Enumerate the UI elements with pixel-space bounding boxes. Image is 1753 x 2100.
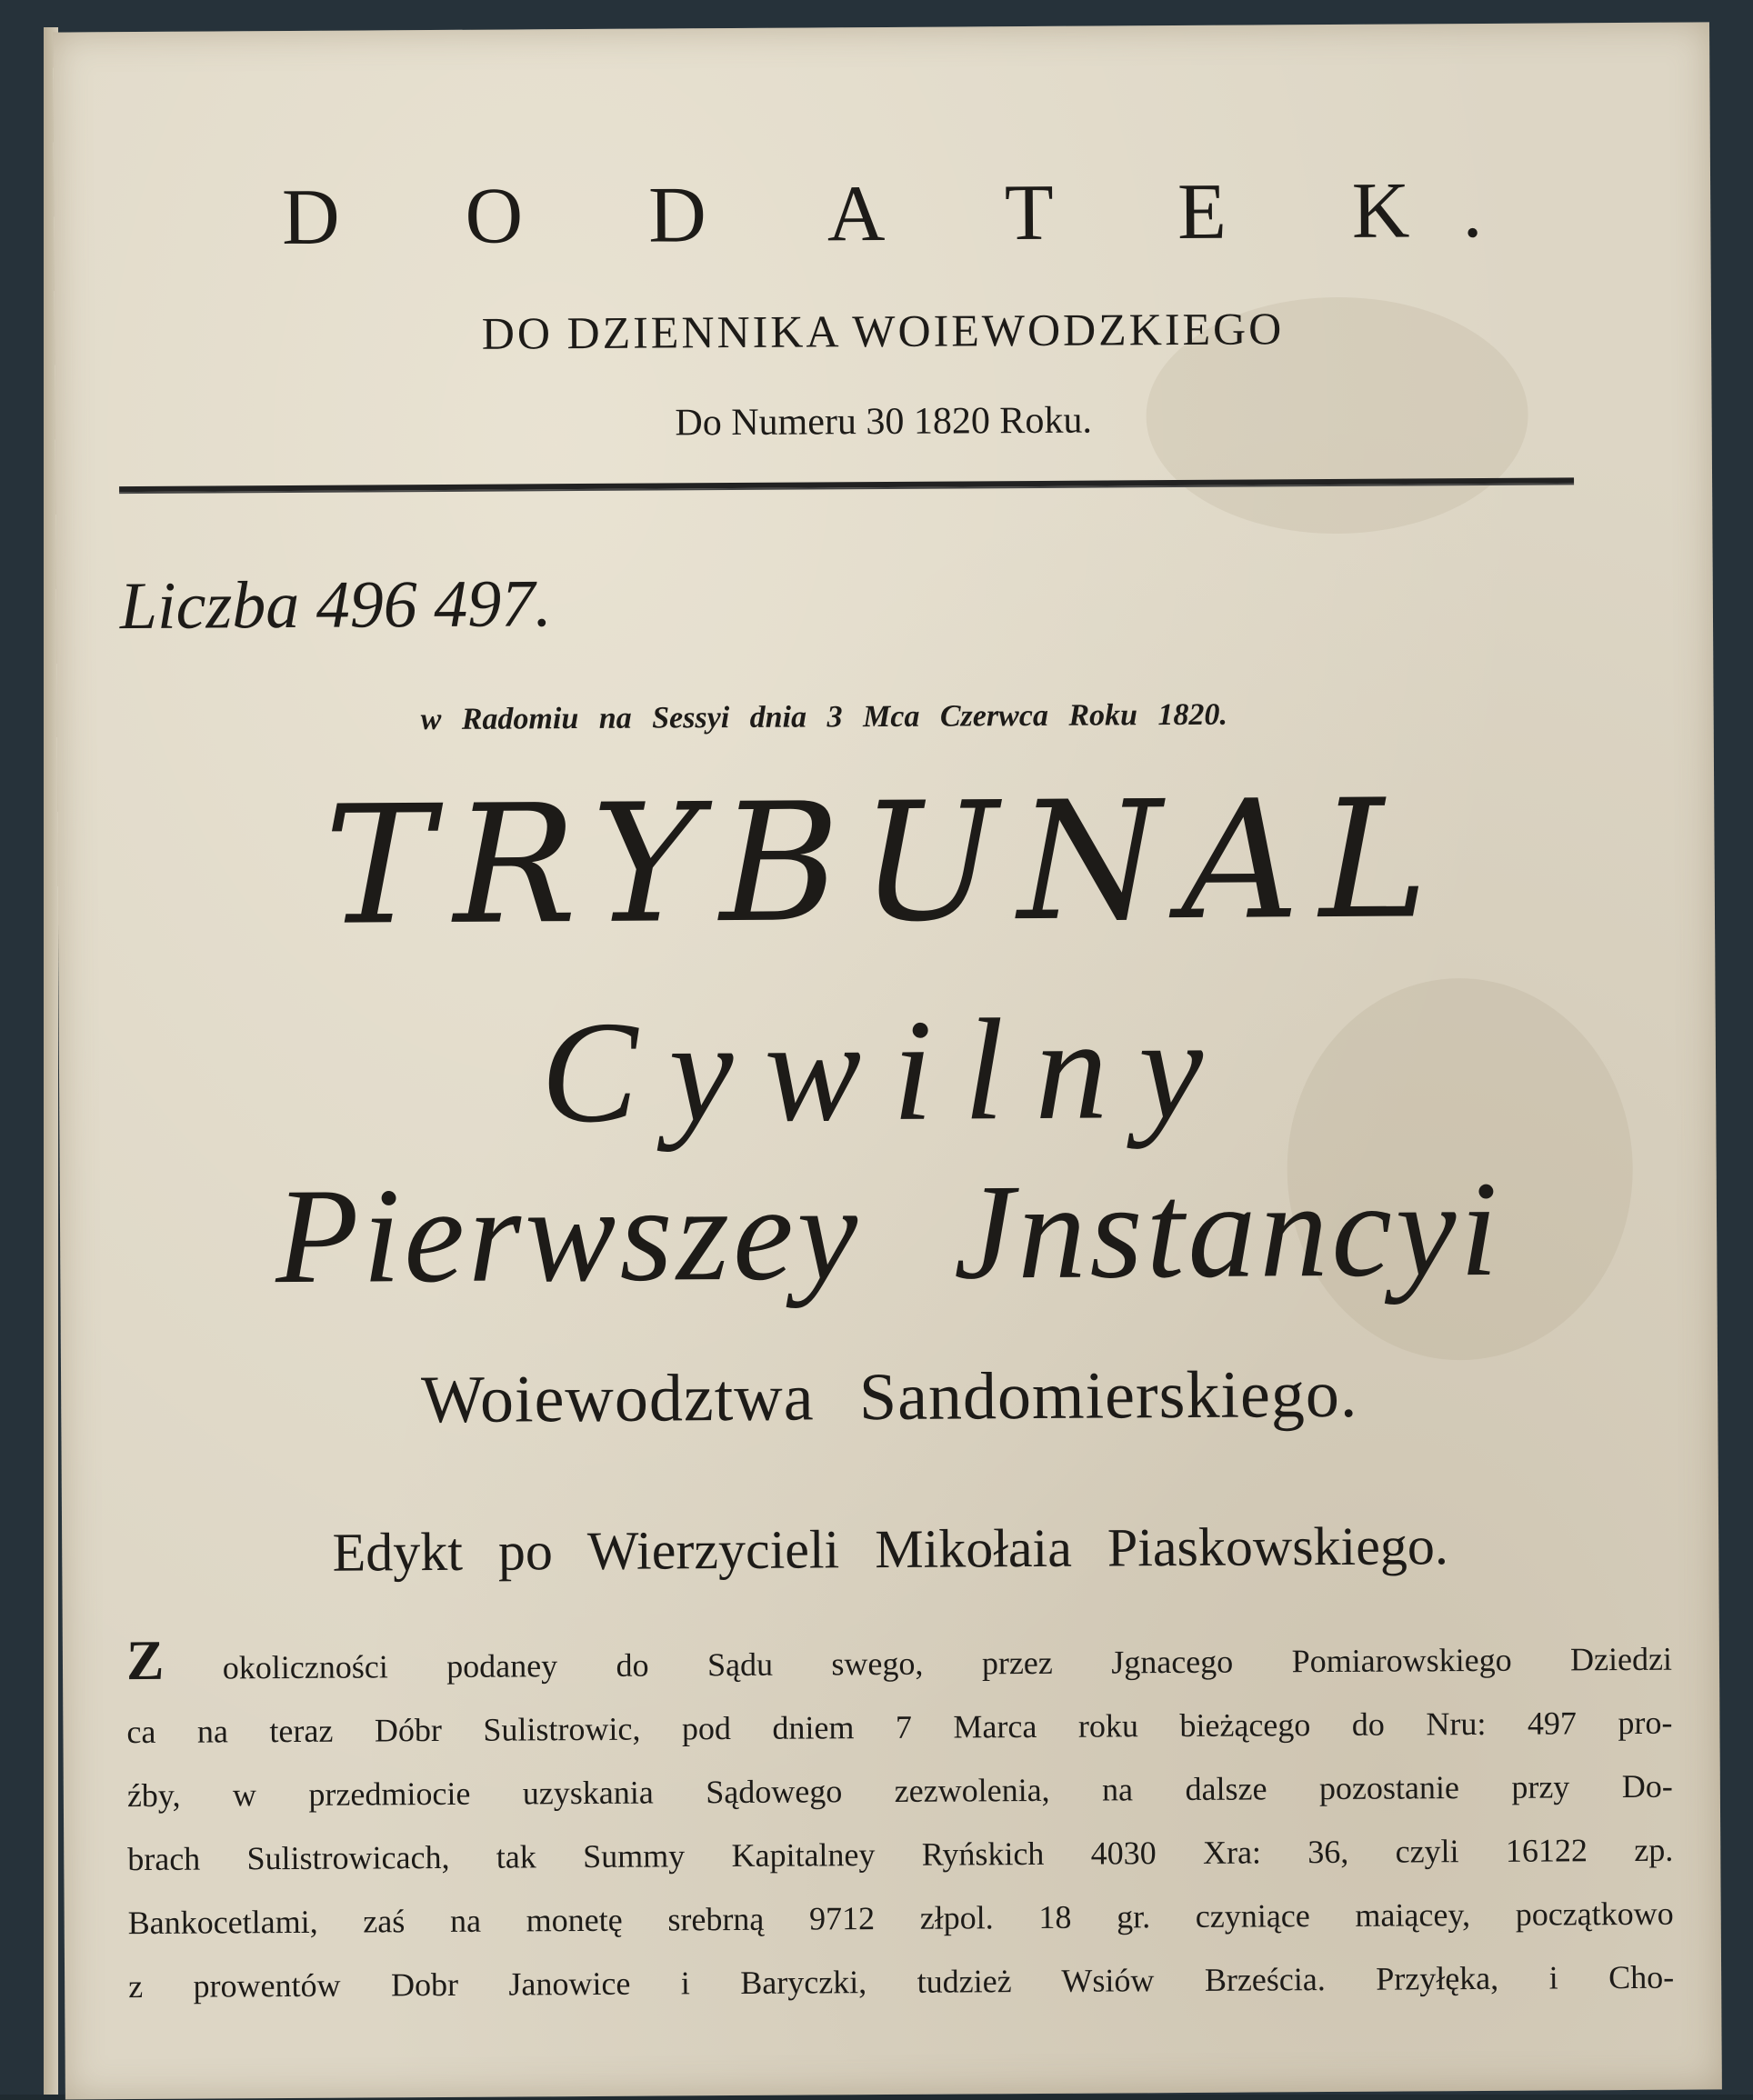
body-text: [126, 1627, 1675, 2018]
province-line: Woiewodztwa Sandomierskiego.: [420, 1356, 1358, 1438]
place-date-line: w Radomiu na Sessyi dnia 3 Mca Czerwca Roku 1820.: [420, 697, 1228, 737]
body-line: z prowentów Dobr Janowice i Baryczki, tudzież Wsiów Brześcia. Przyłęka, i Cho-: [128, 1958, 1675, 2005]
issue-line: Do Numeru 30 1820 Roku.: [675, 399, 1093, 445]
page-subtitle: DO DZIENNIKA WOIEWODZKIEGO: [481, 303, 1285, 359]
body-line: [126, 1627, 1672, 1700]
body-line: brach Sulistrowicach, tak Summy Kapitalney Ryńskich 4030 Xra: 36, czyli 16122 zp.: [127, 1831, 1674, 1878]
page-title: D O D A T E K.: [281, 165, 1536, 263]
court-instance: Pierwszey Jnstancyi: [275, 1153, 1502, 1313]
court-title: TRYBUNAL: [324, 765, 1449, 962]
notice-number: Liczba 496 497.: [119, 566, 552, 645]
document-page: [53, 22, 1722, 2099]
body-line: ca na teraz Dóbr Sulistrowic, pod dniem 7 Marca roku bieżącego do Nru: 497 pro-: [126, 1704, 1673, 1751]
body-line-text: okoliczności podaney do Sądu swego, przez Jgnacego Pomiarowskiego Dziedzi: [222, 1640, 1673, 1686]
body-line: źby, w przedmiocie uzyskania Sądowego zezwolenia, na dalsze pozostanie przy Do-: [126, 1767, 1673, 1815]
court-type: Cywilny: [540, 986, 1235, 1154]
body-line: Bankocetlami, zaś na monetę srebrną 9712 złpol. 18 gr. czyniące maiącey, początkowo: [127, 1895, 1674, 1942]
edict-heading: Edykt po Wierzycieli Mikołaia Piaskowskiego.: [332, 1515, 1449, 1583]
drop-cap: Z: [125, 1629, 165, 1693]
